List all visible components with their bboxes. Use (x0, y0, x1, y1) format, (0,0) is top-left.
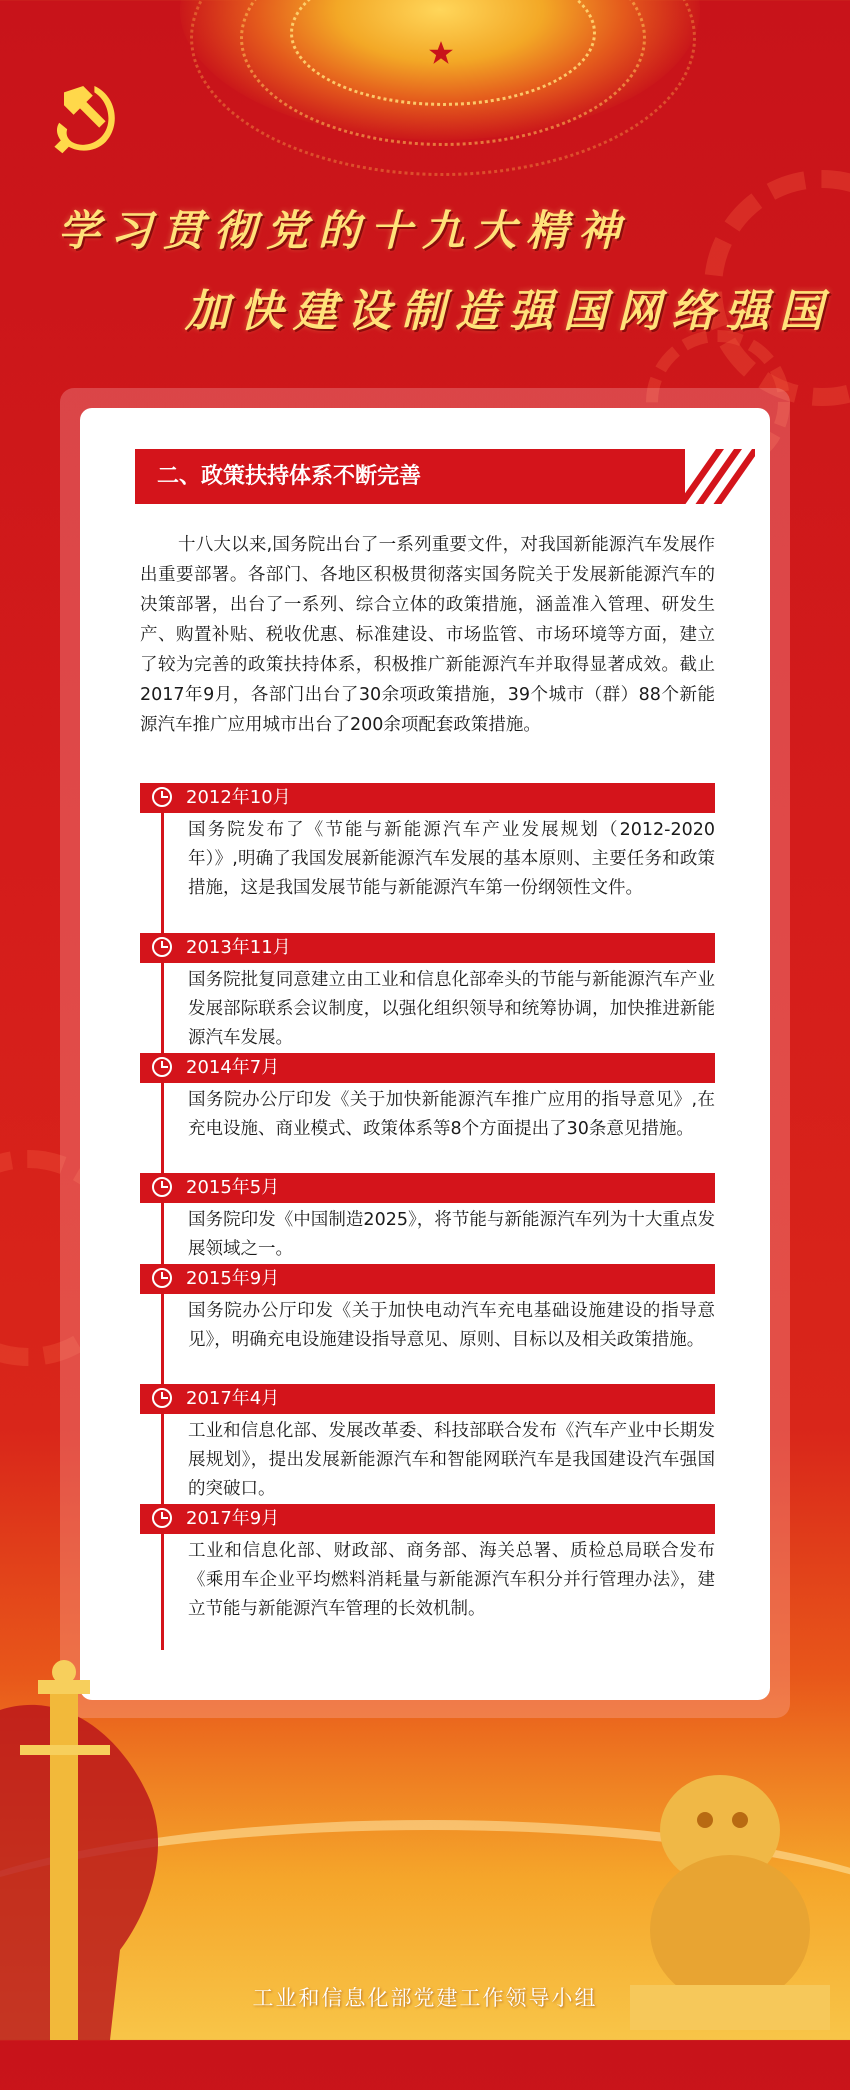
timeline-date-bar (140, 1264, 715, 1294)
timeline-date: 2015年5月 (186, 1177, 280, 1198)
timeline-text: 国务院批复同意建立由工业和信息化部牵头的节能与新能源汽车产业发展部际联系会议制度，以强化组织领导和统筹协调，加快推进新能源汽车发展。 (188, 970, 715, 1048)
timeline-date: 2014年7月 (186, 1057, 280, 1078)
timeline-event (140, 1173, 715, 1264)
timeline-text: 国务院办公厅印发《关于加快电动汽车充电基础设施建设的指导意见》，明确充电设施建设指导意见、原则、目标以及相关政策措施。 (188, 1301, 715, 1350)
party-emblem-icon (48, 78, 128, 158)
intro-paragraph: 十八大以来,国务院出台了一系列重要文件，对我国新能源汽车发展作出重要部署。各部门、各地区积极贯彻落实国务院关于发展新能源汽车的决策部署，出台了一系列、综合立体的政策措施，涵盖准入管理、研发生产、购置补贴、税收优惠、标准建设、市场监管、市场环境等方面，建立了较为完善的政策扶持体系，积极推广新能源汽车并取得显著成效。截止2017年9月，各部门出台了30余项政策措施，39个城市（群）88个新能源汽车推广应用城市出台了200余项配套政策措施。 (140, 535, 715, 735)
timeline-date-bar (140, 1173, 715, 1203)
timeline-date-bar (140, 1504, 715, 1534)
section-header-bar (135, 449, 735, 504)
stripe-decoration (665, 449, 755, 504)
timeline-date-bar (140, 933, 715, 963)
clock-icon (152, 1268, 172, 1288)
clock-icon (152, 1177, 172, 1197)
timeline-text: 工业和信息化部、财政部、商务部、海关总署、质检总局联合发布《乘用车企业平均燃料消耗量与新能源汽车积分并行管理办法》，建立节能与新能源汽车管理的长效机制。 (188, 1541, 715, 1619)
clock-icon (152, 1508, 172, 1528)
timeline-text: 国务院发布了《节能与新能源汽车产业发展规划（2012-2020年）》,明确了我国发展新能源汽车发展的基本原则、主要任务和政策措施，这是我国发展节能与新能源汽车第一份纲领性文件。 (188, 820, 715, 898)
clock-icon (152, 1057, 172, 1077)
timeline-event (140, 1504, 715, 1624)
timeline-text: 国务院印发《中国制造2025》，将节能与新能源汽车列为十大重点发展领域之一。 (188, 1210, 715, 1259)
timeline-date-bar (140, 1384, 715, 1414)
timeline-event (140, 783, 715, 903)
timeline-date: 2017年4月 (186, 1388, 280, 1409)
star-icon (428, 40, 454, 66)
section-title: 二、政策扶持体系不断完善 (157, 463, 422, 489)
timeline-date: 2012年10月 (186, 787, 291, 808)
timeline-date: 2017年9月 (186, 1508, 280, 1529)
timeline-event (140, 1053, 715, 1144)
clock-icon (152, 937, 172, 957)
footer-organization: 工业和信息化部党建工作领导小组 (252, 1986, 598, 2010)
timeline-date-bar (140, 783, 715, 813)
clock-icon (152, 787, 172, 807)
headline-line-1: 学习贯彻党的十九大精神 (58, 206, 631, 255)
clock-icon (152, 1388, 172, 1408)
timeline-date-bar (140, 1053, 715, 1083)
timeline-text: 国务院办公厅印发《关于加快新能源汽车推广应用的指导意见》,在充电设施、商业模式、政策体系等8个方面提出了30条意见措施。 (188, 1090, 715, 1139)
timeline-event (140, 1264, 715, 1355)
headline-line-2: 加快建设制造强国网络强国 (185, 286, 833, 337)
timeline-date: 2015年9月 (186, 1268, 280, 1289)
timeline-text: 工业和信息化部、发展改革委、科技部联合发布《汽车产业中长期发展规划》，提出发展新能源汽车和智能网联汽车是我国建设汽车强国的突破口。 (188, 1421, 715, 1499)
timeline-date: 2013年11月 (186, 937, 291, 958)
timeline-event (140, 1384, 715, 1504)
timeline-event (140, 933, 715, 1053)
